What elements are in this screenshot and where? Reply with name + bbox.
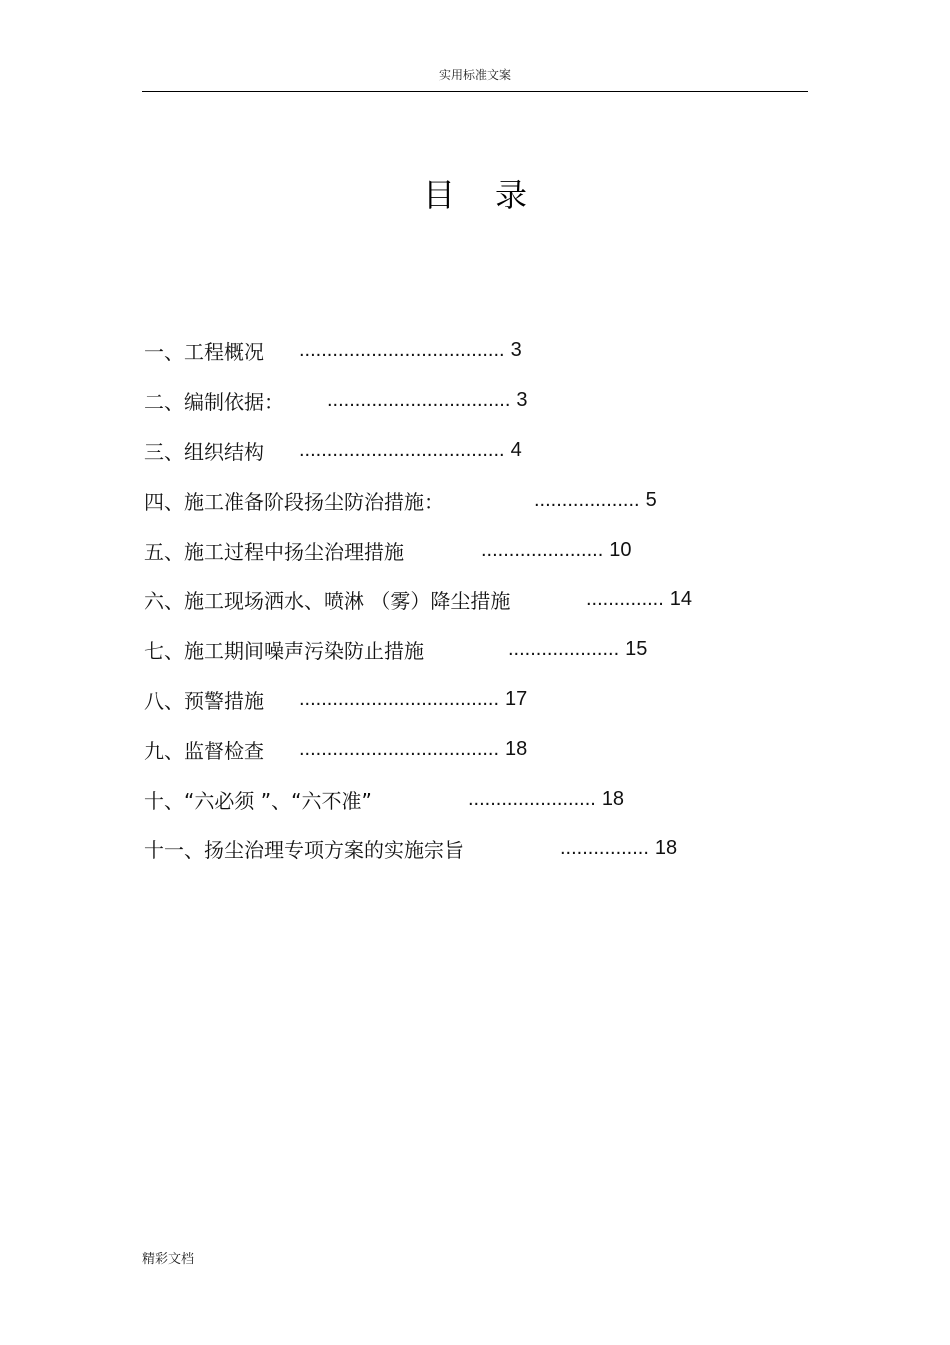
toc-entry-dots: ...................... <box>481 538 604 561</box>
toc-entry-label: 九、监督检查 <box>144 738 264 763</box>
header-rule <box>142 91 808 92</box>
toc-entry-label: 二、编制依据： <box>144 390 284 415</box>
page-footer: 精彩文档 <box>142 1252 195 1267</box>
toc-entry-label: 七、施工期间噪声污染防止措施 <box>144 639 424 664</box>
toc-entry-page: 3 <box>516 389 528 412</box>
toc-entry-label: 十一、扬尘治理专项方案的实施宗旨 <box>144 838 464 863</box>
toc-entry[interactable] <box>144 475 824 525</box>
toc-entry[interactable] <box>144 326 824 376</box>
toc-entry-label: 四、施工准备阶段扬尘防治措施： <box>144 489 444 514</box>
toc-entry-dots: ..................................... <box>299 438 505 461</box>
toc-entry[interactable] <box>144 824 824 874</box>
toc-entry[interactable] <box>144 376 824 426</box>
toc-entry-label: 八、预警措施 <box>144 688 264 713</box>
toc-entry-dots: ..................................... <box>299 339 505 362</box>
toc-entry-label: 一、工程概况 <box>144 340 264 365</box>
toc-entry-page: 14 <box>669 588 693 611</box>
toc-entry-page: 10 <box>609 538 632 561</box>
toc-entry-dots: ................ <box>560 837 649 860</box>
toc-entry-dots: .................................... <box>299 737 500 760</box>
toc-entry-dots: .............. <box>586 588 664 611</box>
toc-entry[interactable] <box>144 774 824 824</box>
page-header: 实用标准文案 <box>438 68 511 82</box>
toc-entry-dots: ................... <box>534 488 640 511</box>
toc-entry[interactable] <box>144 525 824 575</box>
toc-entry-page: 3 <box>510 339 522 362</box>
toc-entry[interactable] <box>144 675 824 725</box>
toc-entry-label: 六、施工现场洒水、喷淋 （雾）降尘措施 <box>144 589 511 614</box>
toc-entry-page: 18 <box>505 737 528 760</box>
toc-entry-dots: .................................... <box>299 687 500 710</box>
toc-entry-dots: ................................. <box>327 389 511 412</box>
toc-entry[interactable] <box>144 625 824 675</box>
toc-entry-page: 18 <box>601 787 625 810</box>
toc-entry-dots: ....................... <box>468 787 596 810</box>
toc-entry-page: 15 <box>625 638 648 661</box>
toc-list <box>144 326 824 874</box>
toc-entry-label: 五、施工过程中扬尘治理措施 <box>144 539 404 564</box>
toc-entry-page: 17 <box>505 687 528 710</box>
toc-title: 目录 <box>422 176 567 214</box>
toc-entry-page: 4 <box>510 438 522 461</box>
toc-entry[interactable] <box>144 426 824 476</box>
toc-entry[interactable] <box>144 724 824 774</box>
toc-entry-label: 十、“六必须 ”、“六不准” <box>144 788 372 813</box>
toc-entry-label: 三、组织结构 <box>144 439 264 464</box>
toc-entry-page: 5 <box>645 488 657 511</box>
toc-entry-dots: .................... <box>508 638 620 661</box>
toc-entry[interactable] <box>144 575 824 625</box>
toc-entry-page: 18 <box>654 837 678 860</box>
